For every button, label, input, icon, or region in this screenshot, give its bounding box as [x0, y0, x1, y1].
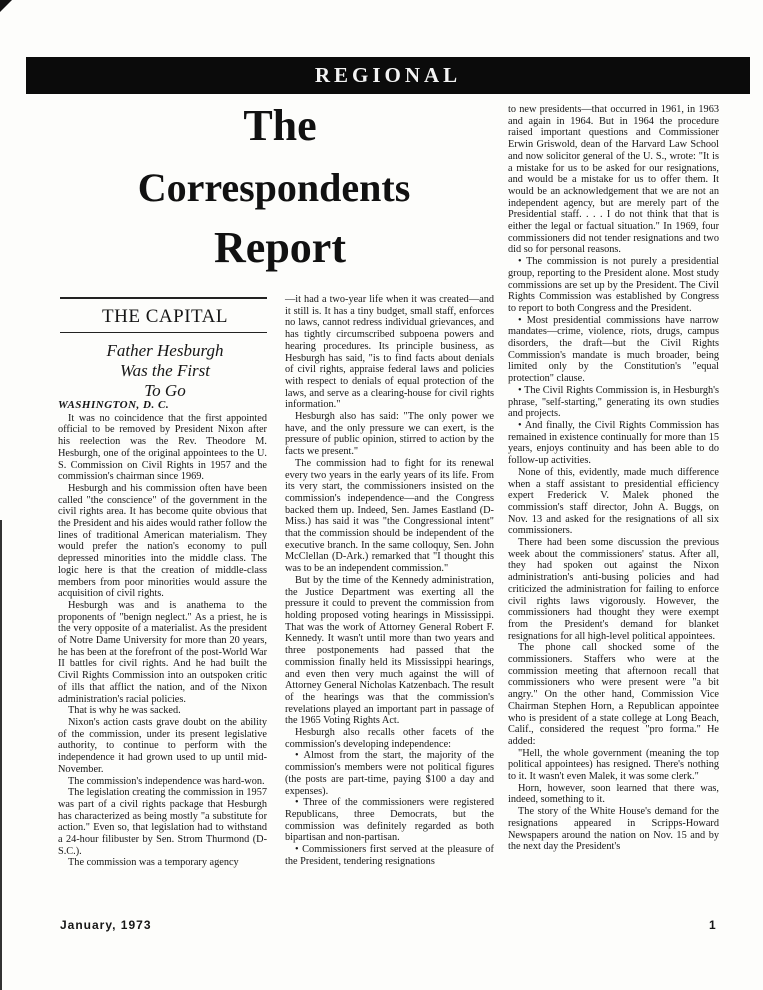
headline-line-3: Report [214, 223, 346, 272]
story-title-line-2: Was the First [119, 361, 211, 380]
headline-line-1: The [243, 101, 317, 150]
paragraph: The story of the White House's demand for the resignations appeared in Scripps-Howard Newspapers around the nation on Nov. 15 and by the next day the President's [508, 806, 719, 853]
story-title-line-1: Father Hesburgh [106, 341, 224, 360]
headline-line-2: Correspondents [137, 165, 411, 210]
bullet-paragraph: • Most presidential commissions have narrow mandates—crime, violence, riots, drugs, campus disorders, the draft—but the Civil Rights Commission's mandate is much broader, being limited only by the Constitution's "equal protection" clause. [508, 314, 719, 385]
dateline: WASHINGTON, D. C. [58, 399, 170, 411]
paragraph: It was no coincidence that the first appointed official to be removed by President Nixon after his reelection was the Rev. Theodore M. Hesburgh, one of the original appointees to the U. S. Commission on Civil Rights in 1957 and the commission's chairman since 1969. [58, 412, 267, 483]
paragraph: Hesburgh also recalls other facets of the commission's developing independence: [285, 727, 494, 750]
bullet-paragraph: • And finally, the Civil Rights Commission has remained in existence continually for more than 15 years, enjoys continuity and has been able to do follow-up activities. [508, 419, 719, 467]
article-column-2 [285, 294, 494, 867]
paragraph: The commission's independence was hard-won. [68, 775, 265, 787]
paragraph: Nixon's action casts grave doubt on the ability of the commission, under its present legislative authority, to continue to perform with the independence it had grown used to up until mid-November. [58, 716, 267, 775]
bullet-paragraph: • Three of the commissioners were registered Republicans, three Democrats, but the commission was definitely regarded as both bipartisan and non-partisan. [285, 797, 494, 844]
paragraph: to new presidents—that occurred in 1961, in 1963 and again in 1964. But in 1964 the procedure raised important questions and Commissioner Erwin Griswold, dean of the Harvard Law School and now solicitor general of the U. S., wrote: "It is a mistake for us to be asked for our resignations, and would be a mistake for us to offer them. It would be an acknowledgement that we are not an independent agency, but are merely part of the Presidential staff. . . . I do not think that that is either the legal or factual situation." In 1969, four commissioners did not tender resignations and two did so for personal reasons. [508, 104, 719, 256]
article-column-3 [508, 104, 719, 853]
section-rule-bottom [60, 332, 267, 333]
page-number: 1 [709, 918, 716, 932]
section-banner [26, 57, 750, 94]
story-title-line-3: To Go [144, 381, 186, 400]
footer-date: January, 1973 [60, 918, 152, 932]
bullet-paragraph: • Almost from the start, the majority of the commission's members were not political figures (the posts are part-time, paying $100 a day and expenses). [285, 750, 494, 797]
corner-scan-mark [0, 0, 12, 12]
paragraph: The commission was a temporary agency [68, 857, 239, 869]
paragraph: Hesburgh was and is anathema to the proponents of "benign neglect." As a priest, he is the very opposite of a materialist. As the president of Notre Dame University for more than 20 years, he has been at the forefront of the post-World War II battles for civil rights. And he had built the Civil Rights Commission into an outspoken critic of ills that afflict the nation, and of the Nixon administration's racial policies. [58, 599, 267, 705]
paragraph: That is why he was sacked. [68, 705, 181, 717]
paragraph: Hesburgh and his commission often have been called "the conscience" of the government in the civil rights area. It has become quite obvious that the President and his aides would rather follow the lines of traditional American materialism. They would prefer the nation's economy to pull depressed minorities into the middle class. The logic here is that the creation of middle-class members from poor minorities would assure the acquisition of civil rights. [58, 482, 267, 600]
binding-edge-line [0, 520, 2, 990]
paragraph: The commission had to fight for its renewal every two years in the early years of its life. From its very start, the commissioners insisted on the commission's independence—and the Congress backed them up. Indeed, Sen. James Eastland (D-Miss.) has said it was "the Congressional intent" that the commission should be independent of the executive branch. In the same colloquy, Sen. John McClellan (D-Ark.) remarked that "I thought this was to be an independent commission." [285, 457, 494, 575]
section-rule-top [60, 297, 267, 299]
paragraph: There had been some discussion the previous week about the commissioners' status. After all, they had spoken out against the Nixon administration's anti-busing policies and had criticized the administration for failing to enforce civil rights laws vigorously. However, the commissioners had thought they were exempt from the President's demand for blanket resignations for all high-level political appointees. [508, 537, 719, 642]
paragraph: —it had a two-year life when it was created—and it still is. It has a tiny budget, small staff, enforces no laws, cannot redress individual grievances, and has tightly circumscribed subpoena powers and hearing procedures. Its principle business, as Hesburgh has said, "is to find facts about denials of civil rights, appraise federal laws and policies with respect to denials of equal protection of the laws, and serve as a clearing-house for civil rights information." [285, 294, 494, 411]
article-column-1 [58, 400, 267, 869]
paragraph: The phone call shocked some of the commissioners. Staffers who were at the commission meeting that afternoon recall that commissioners who were present were "a bit angry." On the other hand, Commission Vice Chairman Stephen Horn, a Republican appointee who is president of a state college at Long Beach, Calif., considered the request "pro forma." He added: [508, 642, 719, 747]
section-title: THE CAPITAL [102, 306, 228, 327]
paragraph: "Hell, the whole government (meaning the top political appointees) has resigned. There's nothing to it. It wasn't even Malek, it was some clerk." [508, 747, 719, 783]
paragraph: The legislation creating the commission in 1957 was part of a civil rights package that Hesburgh has characterized as being mostly "a substitute for action." Even so, that legislation had to withstand a 24-hour filibuster by Sen. Strom Thurmond (D-S.C.). [58, 787, 267, 857]
paragraph: Horn, however, soon learned that there was, indeed, something to it. [508, 782, 719, 806]
banner-text: REGIONAL [314, 63, 462, 87]
story-title [60, 341, 270, 401]
paragraph: None of this, evidently, made much difference when a staff assistant to presidential efficiency expert Frederick V. Malek phoned the commission's staff director, John A. Buggs, on Nov. 13 and asked for the resignations of all six commissioners. [508, 466, 719, 537]
bullet-paragraph: • Commissioners first served at the pleasure of the President, tendering resignations [285, 844, 494, 867]
paragraph: But by the time of the Kennedy administration, the Justice Department was exerting all the pressure it could to prevent the commission from holding proposed voting hearings in Mississippi. That was the work of Attorney General Robert F. Kennedy. It wasn't until more than two years and three postponements had passed that the commission finally held its Mississippi hearings, and even then very much against the will of Attorney General Nicholas Katzenbach. The result of the hearings was that the commission's revelations played an important part in passage of the 1965 Voting Rights Act. [285, 574, 494, 727]
bullet-paragraph: • The Civil Rights Commission is, in Hesburgh's phrase, "self-starting," generating its own studies and projects. [508, 384, 719, 420]
paragraph: Hesburgh also has said: "The only power we have, and the only pressure we can exert, is the pressure of public opinion, stirred to action by the facts we present." [285, 411, 494, 458]
bullet-paragraph: • The commission is not purely a presidential group, reporting to the President alone. Most study commissions are set up by the President. The Civil Rights Commission was established by Congress to report to both Congress and the President. [508, 256, 719, 314]
